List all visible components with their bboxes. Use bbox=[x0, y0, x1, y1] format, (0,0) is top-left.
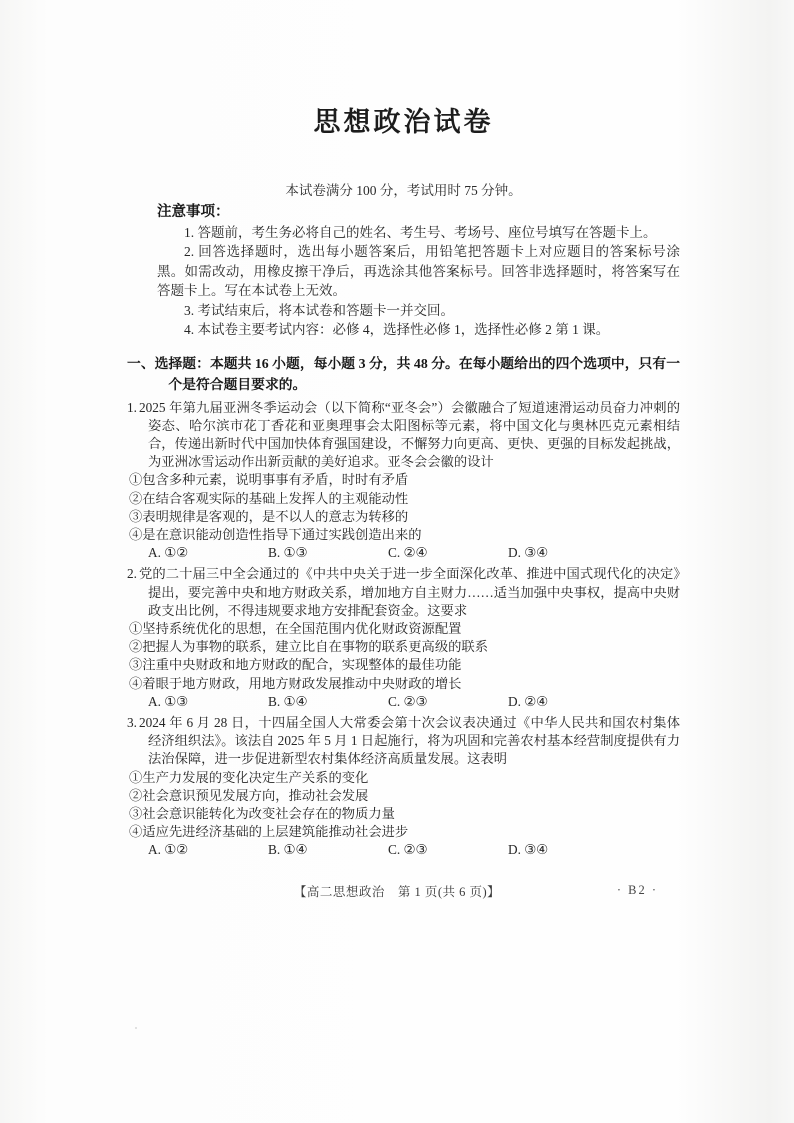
question-stem bbox=[127, 399, 680, 472]
page-content bbox=[127, 100, 680, 860]
question-statement: ②社会意识预见发展方向，推动社会发展 bbox=[129, 787, 369, 803]
choice-a: A. ①② bbox=[148, 545, 189, 561]
question-stem bbox=[127, 714, 680, 769]
footer-paper-code: · B2 · bbox=[616, 883, 658, 897]
scan-artifact bbox=[135, 1027, 137, 1029]
choice-d: D. ②④ bbox=[508, 693, 549, 709]
question-stem bbox=[127, 565, 680, 620]
question-stem-text: 2025 年第九届亚洲冬季运动会（以下简称“亚冬会”）会徽融合了短道速滑运动员奋力冲刺的姿态、哈尔滨市花丁香花和亚奥理事会太阳图标等元素，将中国文化与奥林匹克元素相结合，传递出新时代中国加快体育强国建设，不懈努力向更高、更快、更强的目标发起挑战，为亚洲冰雪运动作出新贡献的美好追求。亚冬会会徽的设计 bbox=[138, 399, 680, 470]
question-number: 1. bbox=[127, 399, 137, 415]
question-statement: ③表明规律是客观的，是不以人的意志为转移的 bbox=[129, 508, 409, 524]
question-statement: ②把握人为事物的联系，建立比自在事物的联系更高级的联系 bbox=[129, 639, 489, 655]
question-statement: ②在结合客观实际的基础上发挥人的主观能动性 bbox=[129, 490, 409, 506]
choices-row bbox=[129, 693, 680, 711]
question-block-2 bbox=[127, 565, 680, 711]
choice-a: A. ①③ bbox=[148, 693, 189, 709]
question-statement: ④着眼于地方财政，用地方财政发展推动中央财政的增长 bbox=[129, 675, 462, 691]
choice-c: C. ②④ bbox=[388, 545, 428, 561]
exam-subtitle: 本试卷满分 100 分，考试用时 75 分钟。 bbox=[285, 183, 522, 198]
question-statement: ③社会意识能转化为改变社会存在的物质力量 bbox=[129, 805, 395, 821]
page-title: 思想政治试卷 bbox=[313, 107, 494, 137]
question-stem-text: 党的二十届三中全会通过的《中共中央关于进一步全面深化改革、推进中国式现代化的决定》提出，要完善中央和地方财政关系，增加地方自主财力……适当加强中央事权，提高中央财政支出比例，不得违规要求地方安排配套资金。这要求 bbox=[138, 566, 680, 618]
notice-heading: 注意事项： bbox=[157, 204, 230, 220]
question-block-3 bbox=[127, 714, 680, 860]
notice-items bbox=[157, 223, 680, 340]
choice-c: C. ②③ bbox=[388, 842, 428, 858]
question-statement: ①坚持系统优化的思想，在全国范围内优化财政资源配置 bbox=[129, 620, 462, 636]
choice-a: A. ①② bbox=[148, 842, 189, 858]
footer-page-info: 【高二思想政治 第 1 页(共 6 页)】 bbox=[293, 885, 501, 899]
choice-d: D. ③④ bbox=[508, 842, 549, 858]
question-statement: ①包含多种元素，说明事事有矛盾，时时有矛盾 bbox=[129, 472, 409, 488]
notice-item: 1. 答题前，考生务必将自己的姓名、考生号、考场号、座位号填写在答题卡上。 bbox=[184, 224, 657, 240]
page-footer bbox=[0, 882, 794, 900]
notice-item: 2. 回答选择题时，选出每小题答案后，用铅笔把答题卡上对应题目的答案标号涂黑。如需改动，用橡皮擦干净后，再选涂其他答案标号。回答非选择题时，将答案写在答题卡上。写在本试卷上无效。 bbox=[157, 244, 680, 298]
question-statement: ③注重中央财政和地方财政的配合，实现整体的最佳功能 bbox=[129, 657, 462, 673]
notice-item: 3. 考试结束后，将本试卷和答题卡一并交回。 bbox=[184, 302, 454, 318]
choice-d: D. ③④ bbox=[508, 545, 549, 561]
choices-row bbox=[129, 841, 680, 859]
choice-c: C. ②③ bbox=[388, 693, 428, 709]
notice-section bbox=[127, 203, 680, 340]
section-heading: 一、选择题：本题共 16 小题，每小题 3 分，共 48 分。在每小题给出的四个选项中，只有一个是符合题目要求的。 bbox=[127, 355, 680, 392]
question-statement: ①生产力发展的变化决定生产关系的变化 bbox=[129, 769, 369, 785]
question-number: 2. bbox=[127, 566, 137, 582]
choice-b: B. ①④ bbox=[268, 842, 308, 858]
question-statement: ④适应先进经济基础的上层建筑能推动社会进步 bbox=[129, 824, 409, 840]
question-stem-text: 2024 年 6 月 28 日，十四届全国人大常委会第十次会议表决通过《中华人民共和国农村集体经济组织法》。该法自 2025 年 5 月 1 日起施行，将为巩固和完善农村基本经营制度提供有力法治保障，进一步促进新型农村集体经济高质量发展。这表明 bbox=[138, 714, 680, 767]
choices-row bbox=[129, 544, 680, 562]
choice-b: B. ①④ bbox=[268, 693, 308, 709]
question-block-1 bbox=[127, 399, 680, 563]
question-statement: ④是在意识能动创造性指导下通过实践创造出来的 bbox=[129, 526, 422, 542]
choice-b: B. ①③ bbox=[268, 545, 308, 561]
question-number: 3. bbox=[127, 714, 137, 730]
notice-item: 4. 本试卷主要考试内容：必修 4，选择性必修 1，选择性必修 2 第 1 课。 bbox=[184, 322, 610, 337]
